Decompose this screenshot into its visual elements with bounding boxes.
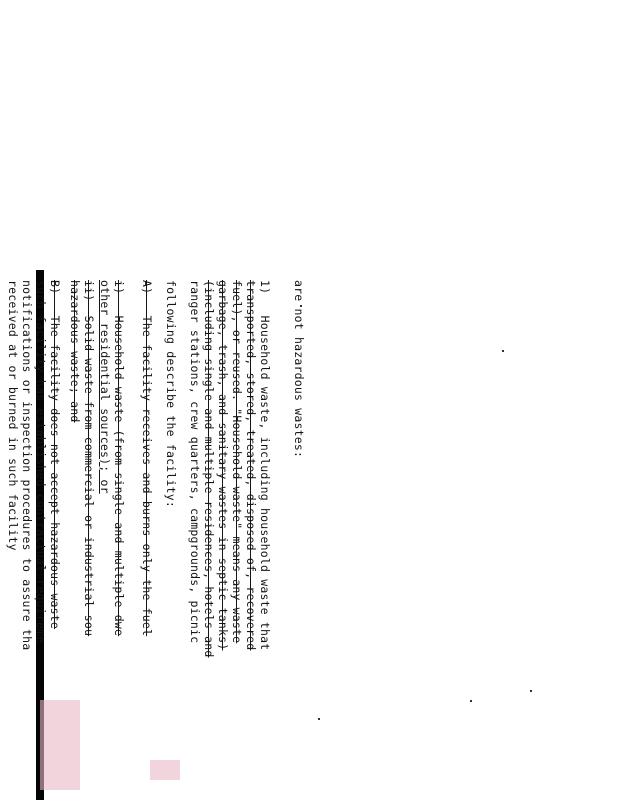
text-line: ranger stations, crew quarters, campgrounds, picnic — [188, 280, 202, 644]
text-line: other residential sources); or — [98, 280, 112, 494]
scan-speck — [530, 690, 532, 692]
text-line: such facility has established contractual requireme — [34, 280, 48, 644]
text-line: notifications or inspection procedures to assure tha — [20, 280, 34, 651]
text-line: (including single and multiple residences, hotels and — [202, 280, 216, 658]
text-line: received at or burned in such facility — [6, 280, 20, 551]
text-line: A) The facility receives and burns only the fuel — [140, 280, 154, 637]
text-line: fuel), or reused. "Household waste" means any waste — [230, 280, 244, 644]
text-line: garbage, trash, and sanitary wastes in septic tanks) — [216, 280, 230, 651]
text-line: B) The facility does not accept hazardous waste — [48, 280, 62, 630]
text-line: are not hazardous wastes: — [292, 280, 306, 459]
scan-speck — [502, 350, 504, 352]
text-line: i) Household waste (from single and multiple dwe — [112, 280, 126, 637]
scan-speck — [470, 700, 472, 702]
text-line: transported, stored, treated, disposed of, recovered — [244, 280, 258, 651]
text-line: ii) Solid waste from commercial or industrial sou — [82, 280, 96, 637]
text-line: 1) Household waste, including household waste that — [258, 280, 272, 651]
text-line: hazardous waste; and — [68, 280, 82, 423]
scan-speck — [318, 718, 320, 720]
text-line: following describe the facility: — [164, 280, 178, 508]
